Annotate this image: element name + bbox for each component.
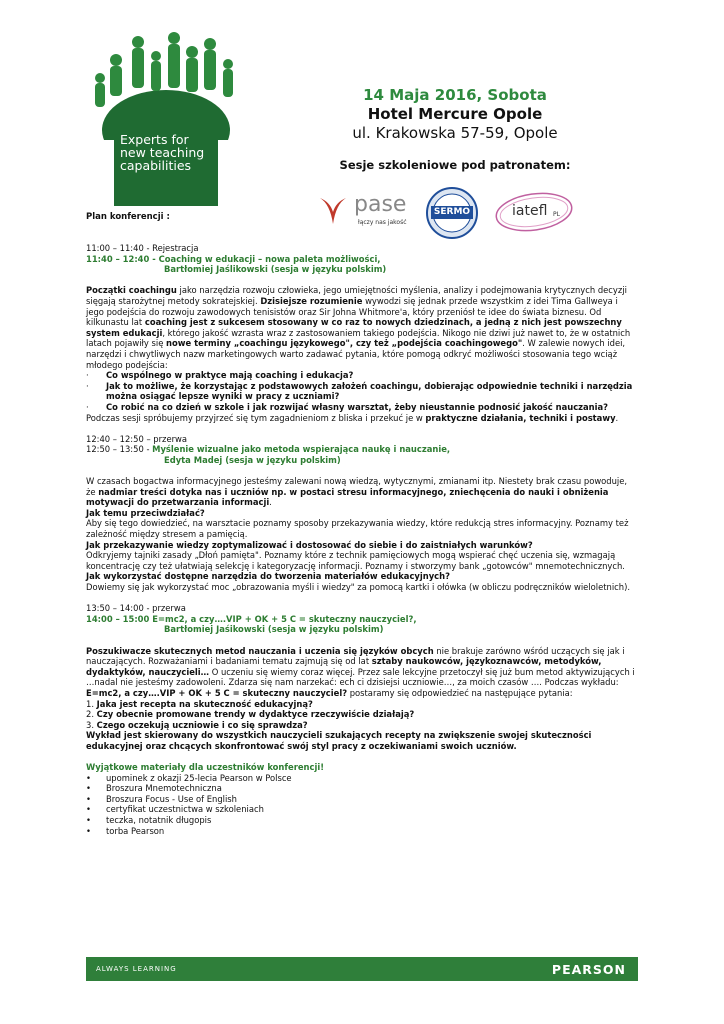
- program-content: [86, 243, 638, 836]
- session-1-time: 11:40 – 12:40 -: [86, 253, 159, 264]
- material-text: teczka, notatnik długopis: [106, 815, 212, 826]
- iatefl-name: iatefl: [512, 203, 548, 219]
- experts-logo: [86, 30, 250, 178]
- logo-line: capabilities: [120, 158, 192, 173]
- item-text: Czego oczekują uczniowie i co się sprawdza?: [96, 719, 308, 730]
- material-text: Broszura Mnemotechniczna: [106, 783, 222, 794]
- footer-bar: [86, 957, 638, 981]
- item-text: Jaka jest recepta na skuteczność edukacyjną?: [96, 698, 313, 709]
- material-item: • Broszura Mnemotechniczna: [86, 783, 222, 794]
- pase-name: pase: [354, 192, 407, 217]
- people-globe-icon: [86, 30, 250, 140]
- event-date: 14 Maja 2016, Sobota: [363, 86, 547, 104]
- text-run: jako narzędzia rozwoju człowieka, jego umiejętności myślenia, analizy i podejmowania krytycznych decyzji sięgają starożytnej metody sokratejskiej.: [86, 285, 627, 306]
- pearson-logo: PEARSON: [551, 962, 626, 977]
- material-text: upominek z okazji 25-lecia Pearson w Polsce: [106, 772, 292, 783]
- hotel-address: ul. Krakowska 57-59, Opole: [352, 124, 558, 142]
- materials-title: Wyjątkowe materiały dla uczestników konferencji!: [86, 762, 325, 773]
- session-2-answer: Odkryjemy tajniki zasady „Dłoń pamięta". Poznamy które z technik pamięciowych mogą wspierać chęć uczenia się, wzmagają koncentrację czy też ułatwiają selekcję i kategoryzację informacji. Poznamy i stworzymy bank „gotowców" mnemotechnicznych.: [86, 550, 625, 571]
- item-number: 2.: [86, 709, 94, 720]
- session-2-heading: [86, 444, 638, 455]
- sermo-logo: [425, 186, 479, 240]
- text-run: wywodzi się jednak przede wszystkim z idei Tima Gallweya i jego podejścia do rozwoju zawodowych tenisistów oraz Sir Johna Whitmore'a, który przeniósł te idee do świata biznesu. Od kilkunastu lat: [86, 295, 618, 328]
- session-1-closing: [86, 413, 638, 424]
- pase-mark-icon: [318, 194, 348, 228]
- text-run: W czasach bogactwa informacyjnego jesteśmy zalewani nową wiedzą, wytycznymi, zmianami itp. Niestety brak czasu powoduje, że: [86, 476, 628, 497]
- session-1-description: [86, 285, 638, 370]
- question-item: · Co robić na co dzień w szkole i jak rozwijać własny warsztat, żeby nieustannie podnosić jakość nauczania?: [86, 401, 609, 412]
- item-number: 3.: [86, 719, 94, 730]
- session-1-title: Coaching w edukacji – nowa paleta możliwości,: [158, 253, 381, 264]
- logo-text-box: [114, 126, 218, 206]
- logo-line: Experts for: [120, 132, 189, 147]
- material-text: Broszura Focus - Use of English: [106, 793, 237, 804]
- text-run: nie brakuje zarówno wśród uczących się jak i nauczających. Rozważaniami i badaniami tematu zajmują się od lat: [86, 645, 625, 667]
- session-2-speaker: Edyta Madej (sesja w języku polskim): [164, 454, 341, 465]
- material-item: • torba Pearson: [86, 825, 165, 836]
- bold-text: Początki coachingu: [86, 285, 177, 296]
- text-run: O uczeniu się wiemy coraz więcej. Przez sale lekcyjne przetoczył się już bum metod aktywizujących i …nadal nie jesteśmy zadowoleni. Zdarza się nam narzekać: ech ci dzisiejsi uczniowie…, za moich czasów …. Podczas wykładu:: [86, 666, 635, 688]
- numbered-item: [86, 720, 638, 731]
- session-3-closing: Wykład jest skierowany do wszystkich nauczycieli szukających recepty na zwiększenie swojej skuteczności edukacyjnej oraz chcących skonfrontować swój styl pracy z oczekiwaniami swoich uczniów.: [86, 730, 592, 751]
- session-2-description: [86, 476, 638, 508]
- session-3-heading: [86, 614, 638, 625]
- break-line: 13:50 – 14:00 - przerwa: [86, 603, 186, 614]
- text-run: Podczas sesji spróbujemy przyjrzeć się tym zagadnieniom z bliska i przekuć je w: [86, 412, 426, 423]
- item-text: Czy obecnie promowane trendy w dydaktyce rzeczywiście działają?: [96, 709, 415, 720]
- session-2-time: 12:50 – 13:50 -: [86, 444, 153, 455]
- text-run: postaramy się odpowiedzieć na następujące pytania:: [347, 687, 573, 698]
- text-run: .: [269, 497, 272, 508]
- session-2-question: Jak przekazywanie wiedzy zoptymalizować i dostosować do siebie i do zaistniałych warunków?: [86, 539, 533, 550]
- session-3-speaker: Bartłomiej Jaśikowski (sesja w języku polskim): [164, 624, 384, 635]
- footer-tagline: ALWAYS LEARNING: [96, 965, 177, 973]
- bold-text: nowe terminy „coachingu językowego", czy też „podejścia coachingowego": [166, 338, 523, 349]
- session-2-question: Jak wykorzystać dostępne narzędzia do tworzenia materiałów edukacyjnych?: [86, 571, 450, 582]
- break-line: 12:40 – 12:50 – przerwa: [86, 433, 188, 444]
- numbered-item: [86, 699, 638, 710]
- text-run: .: [615, 412, 619, 423]
- bold-text: sztaby naukowców, językoznawców, metodyków, dydaktyków, nauczycieli…: [86, 656, 602, 677]
- sermo-name: SERMO: [433, 207, 471, 217]
- bold-text: Dzisiejsze rozumienie: [260, 295, 363, 306]
- question-item: · Co wspólnego w praktyce mają coaching i edukacja?: [86, 370, 354, 381]
- material-text: certyfikat uczestnictwa w szkoleniach: [106, 804, 264, 815]
- session-3-description: [86, 646, 638, 699]
- question-text: Co robić na co dzień w szkole i jak rozwijać własny warsztat, żeby nieustannie podnosić jakość nauczania?: [106, 401, 609, 412]
- bold-text: coaching jest z sukcesem stosowany w co raz to nowych dziedzinach, a jedną z nich jest powszechny system edukacji: [86, 317, 622, 338]
- iatefl-suffix: PL: [553, 211, 560, 218]
- logo-line: new teaching: [120, 145, 205, 160]
- patronage-title: Sesje szkoleniowe pod patronatem:: [339, 158, 571, 172]
- bold-text: praktyczne działania, techniki i postawy: [425, 412, 616, 423]
- material-item: • certyfikat uczestnictwa w szkoleniach: [86, 804, 264, 815]
- session-2-answer: Aby się tego dowiedzieć, na warsztacie poznamy sposoby przekazywania wiedzy, które redukcją stres informacyjny. Poznamy też zależność między stresem a pamięcią.: [86, 518, 629, 540]
- session-1-speaker: Bartłomiej Jaślikowski (sesja w języku polskim): [164, 264, 387, 275]
- material-item: • teczka, notatnik długopis: [86, 815, 212, 826]
- session-2-question: Jak temu przeciwdziałać?: [86, 507, 205, 518]
- item-number: 1.: [86, 698, 94, 709]
- pase-tagline: łączy nas jakość: [358, 219, 407, 226]
- material-item: • Broszura Focus - Use of English: [86, 793, 237, 804]
- text-run: . W zalewie nowych idei, narzędzi i chwytliwych nazw marketingowych warto zadawać pytania, które pomogą odkryć możliwości stosowania tego wciąż młodego podejścia:: [86, 338, 626, 370]
- material-item: • upominek z okazji 25-lecia Pearson w Polsce: [86, 772, 292, 783]
- question-item: · Jak to możliwe, że korzystając z podstawowych założeń coachingu, dobierając odpowiednie techniki i narzędzia można osiągać lepsze wyniki w pracy z uczniami?: [86, 381, 638, 402]
- session-3-time: 14:00 – 15:00: [86, 613, 153, 624]
- session-2-title: Myślenie wizualne jako metoda wspierająca naukę i nauczanie,: [152, 444, 451, 455]
- hotel-name: Hotel Mercure Opole: [367, 105, 543, 123]
- material-text: torba Pearson: [106, 825, 165, 836]
- bold-text: Poszukiwacze skutecznych metod nauczania i uczenia się języków obcych: [86, 645, 434, 656]
- bold-text: E=mc2, a czy….VIP + OK + 5 C = skuteczny nauczyciel?: [86, 687, 348, 698]
- session-2-answer: Dowiemy się jak wykorzystać moc „obrazowania myśli i wiedzy" za pomocą kartki i ołówka (w obliczu podręczników wieloletnich).: [86, 582, 631, 592]
- numbered-item: [86, 709, 638, 720]
- text-run: , którego jakość wzrasta wraz z zastosowaniem takiego podejścia. Nikogo nie dziwi już nawet to, że w ostatnich latach pojawiły się: [86, 327, 631, 349]
- question-text: Jak to możliwe, że korzystając z podstawowych założeń coachingu, dobierając odpowiednie techniki i narzędzia można osiągać lepsze wyniki w pracy z uczniami?: [106, 380, 633, 402]
- session-3-title: E=mc2, a czy….VIP + OK + 5 C = skuteczny nauczyciel?,: [152, 613, 417, 624]
- question-text: Co wspólnego w praktyce mają coaching i edukacja?: [106, 370, 354, 381]
- session-1-heading: [86, 254, 638, 265]
- plan-title: Plan konferencji :: [86, 212, 170, 222]
- iatefl-logo: [494, 190, 576, 234]
- registration-line: 11:00 – 11:40 - Rejestracja: [86, 243, 199, 253]
- pase-logo: [318, 192, 414, 232]
- bold-text: nadmiar treści dotyka nas i uczniów np. w postaci stresu informacyjnego, zniechęcenia do nauki i obniżenia motywacji do przetwarzania informacji: [86, 486, 609, 508]
